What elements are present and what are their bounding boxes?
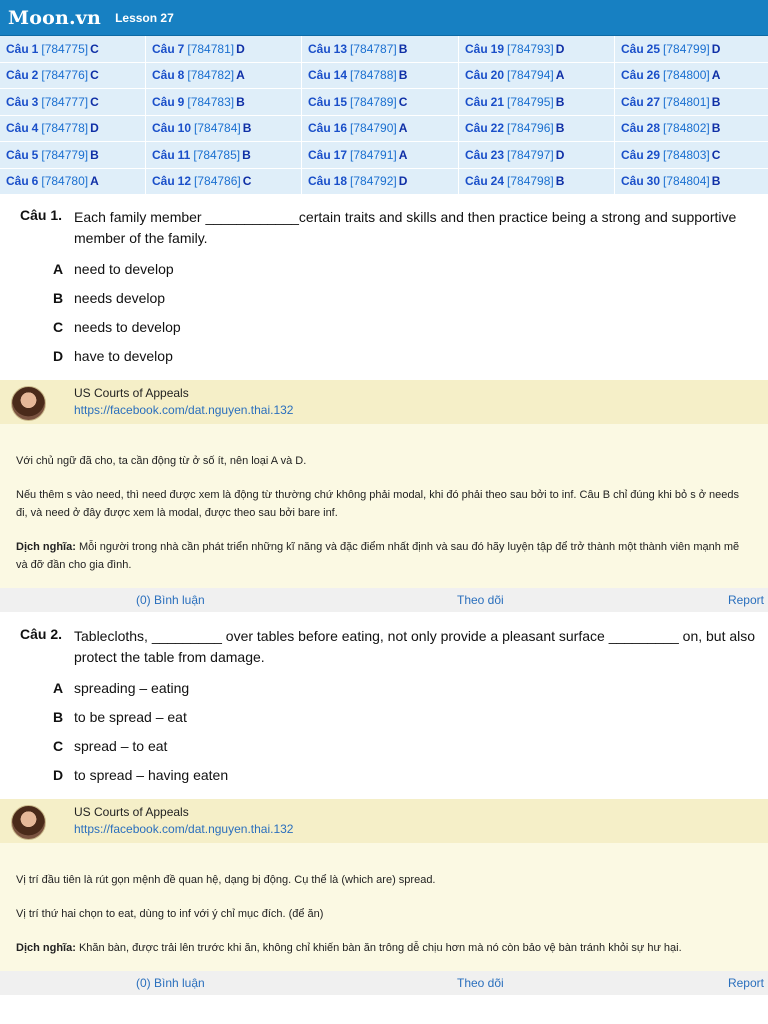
answer-cell-answer: B bbox=[711, 174, 721, 189]
answer-cell[interactable] bbox=[0, 89, 146, 116]
answer-cell-label: Câu bbox=[152, 68, 175, 83]
answer-cell-answer: C bbox=[242, 174, 252, 189]
comment-link[interactable]: (0) Bình luận bbox=[136, 976, 205, 990]
answer-cell-label: Câu bbox=[465, 94, 488, 109]
answer-cell-label: Câu bbox=[6, 94, 29, 109]
answer-cell-id: [784801] bbox=[663, 94, 710, 109]
answer-cell[interactable] bbox=[615, 63, 768, 90]
answer-cell-number: 4 bbox=[31, 121, 39, 136]
answer-cell-number: 23 bbox=[490, 147, 505, 162]
action-bar bbox=[0, 971, 768, 995]
answer-cell-id: [784791] bbox=[350, 147, 397, 162]
answer-cell[interactable] bbox=[302, 63, 459, 90]
answer-cell-answer: C bbox=[90, 41, 99, 56]
logo[interactable]: Moon.vn bbox=[8, 6, 102, 29]
answer-cell-answer: B bbox=[236, 94, 245, 109]
answer-cell-answer: B bbox=[398, 41, 408, 56]
answer-cell-answer: D bbox=[711, 41, 721, 56]
author-name: US Courts of Appeals bbox=[74, 805, 189, 819]
answer-cell[interactable] bbox=[302, 169, 459, 196]
answer-cell[interactable] bbox=[0, 169, 146, 196]
answer-cell-answer: C bbox=[711, 147, 721, 162]
answer-cell[interactable] bbox=[615, 169, 768, 196]
answer-cell-answer: B bbox=[711, 121, 721, 136]
avatar[interactable] bbox=[11, 805, 46, 840]
answer-cell-label: Câu bbox=[308, 68, 331, 83]
answer-cell-number: 26 bbox=[646, 68, 661, 83]
answer-cell-label: Câu bbox=[621, 94, 644, 109]
answer-cell[interactable] bbox=[615, 89, 768, 116]
answer-cell-label: Câu bbox=[465, 147, 488, 162]
answer-cell-id: [784779] bbox=[41, 147, 89, 162]
answer-cell-answer: A bbox=[236, 68, 245, 83]
answer-cell[interactable] bbox=[615, 142, 768, 169]
author-box bbox=[0, 380, 768, 424]
answer-cell[interactable] bbox=[146, 142, 302, 169]
avatar[interactable] bbox=[11, 386, 46, 421]
question-2 bbox=[0, 612, 768, 995]
question-label: Câu 1. bbox=[20, 207, 63, 223]
answer-cell-label: Câu bbox=[308, 121, 331, 136]
answer-cell-id: [784776] bbox=[41, 68, 89, 83]
answer-cell-id: [784796] bbox=[507, 121, 554, 136]
answer-cell-id: [784803] bbox=[663, 147, 710, 162]
answer-cell-id: [784802] bbox=[663, 121, 710, 136]
answer-cell-label: Câu bbox=[621, 121, 644, 136]
answer-cell-answer: A bbox=[398, 147, 408, 162]
question-text: Tablecloths, _________ over tables before eating, not only provide a pleasant surface _________ on, but also protect the table from damage. bbox=[74, 628, 756, 665]
answer-cell-number: 1 bbox=[31, 41, 39, 56]
answer-cell[interactable] bbox=[459, 63, 615, 90]
answer-cell[interactable] bbox=[615, 116, 768, 143]
answer-cell-number: 19 bbox=[490, 41, 505, 56]
answer-cell-number: 11 bbox=[177, 147, 191, 162]
answer-cell-label: Câu bbox=[465, 41, 488, 56]
answer-cell-answer: C bbox=[398, 94, 408, 109]
answer-cell-answer: D bbox=[90, 121, 99, 136]
answer-cell-number: 17 bbox=[333, 147, 348, 162]
answer-cell-id: [784792] bbox=[350, 174, 397, 189]
explanation-line: Vị trí đầu tiên là rút gọn mệnh đề quan hệ, dạng bị động. Cụ thể là (which are) spread. bbox=[16, 874, 436, 886]
answer-cell[interactable] bbox=[0, 63, 146, 90]
answer-cell-number: 2 bbox=[31, 68, 39, 83]
answer-cell-answer: C bbox=[90, 94, 99, 109]
option-a[interactable]: A need to develop bbox=[53, 260, 174, 277]
author-name: US Courts of Appeals bbox=[74, 386, 189, 400]
answer-cell-id: [784781] bbox=[187, 41, 235, 56]
answer-cell[interactable] bbox=[146, 89, 302, 116]
answer-cell-answer: B bbox=[555, 121, 565, 136]
answer-cell-answer: A bbox=[90, 174, 99, 189]
answer-cell[interactable] bbox=[459, 169, 615, 196]
answer-cell[interactable] bbox=[459, 36, 615, 63]
answer-cell-id: [784794] bbox=[507, 68, 554, 83]
answer-cell-number: 30 bbox=[646, 174, 661, 189]
answer-cell-label: Câu bbox=[6, 68, 29, 83]
answer-cell-id: [784787] bbox=[350, 41, 397, 56]
answer-cell-id: [784795] bbox=[507, 94, 554, 109]
answer-cell-id: [784790] bbox=[350, 121, 397, 136]
answer-cell-answer: B bbox=[242, 147, 251, 162]
answer-cell-id: [784785] bbox=[193, 147, 241, 162]
option-c[interactable]: C needs to develop bbox=[53, 318, 181, 335]
answer-cell-answer: B bbox=[555, 174, 565, 189]
answer-cell-number: 6 bbox=[31, 174, 39, 189]
answer-cell-number: 8 bbox=[177, 68, 185, 83]
option-c[interactable]: C spread – to eat bbox=[53, 737, 168, 754]
answer-cell[interactable] bbox=[302, 142, 459, 169]
answer-cell[interactable] bbox=[0, 142, 146, 169]
answer-cell-label: Câu bbox=[152, 121, 175, 136]
option-b[interactable]: B to be spread – eat bbox=[53, 708, 187, 725]
answer-cell-label: Câu bbox=[465, 121, 488, 136]
answer-cell-number: 24 bbox=[490, 174, 505, 189]
answer-grid bbox=[0, 36, 768, 195]
option-a[interactable]: A spreading – eating bbox=[53, 679, 190, 696]
answer-cell-answer: D bbox=[555, 41, 565, 56]
answer-cell-label: Câu bbox=[152, 41, 175, 56]
question-1 bbox=[0, 195, 768, 612]
answer-cell-number: 3 bbox=[31, 94, 39, 109]
comment-link[interactable]: (0) Bình luận bbox=[136, 593, 205, 607]
answer-cell-number: 9 bbox=[177, 94, 185, 109]
answer-cell-number: 18 bbox=[333, 174, 348, 189]
translation: Dịch nghĩa: Mỗi người trong nhà cần phát triển những kĩ năng và đặc điểm nhất định và sau đó hãy luyện tập để trở thành một thành viên mạnh mẽ và đỡ đần cho gia đình. bbox=[16, 541, 740, 571]
explanation-line: Nếu thêm s vào need, thì need được xem là động từ thường chứ không phải modal, khi đó phải theo sau bởi to inf. Câu B chỉ đúng khi bỏ s ở needs đi, và need ở đây được xem là modal, được theo sau bởi bare inf. bbox=[16, 489, 740, 519]
answer-cell-number: 15 bbox=[333, 94, 348, 109]
answer-cell-id: [784788] bbox=[350, 68, 397, 83]
answer-cell[interactable] bbox=[302, 89, 459, 116]
answer-cell-answer: B bbox=[555, 94, 565, 109]
answer-cell-id: [784784] bbox=[194, 121, 241, 136]
answer-cell-number: 27 bbox=[646, 94, 661, 109]
answer-cell-id: [784789] bbox=[350, 94, 397, 109]
answer-cell-number: 10 bbox=[177, 121, 192, 136]
answer-cell[interactable] bbox=[302, 116, 459, 143]
answer-cell-label: Câu bbox=[6, 41, 29, 56]
answer-cell-answer: D bbox=[555, 147, 565, 162]
explanation-line: Với chủ ngữ đã cho, ta cần động từ ở số ít, nên loại A và D. bbox=[16, 455, 307, 467]
answer-cell-label: Câu bbox=[308, 147, 331, 162]
explanation bbox=[0, 843, 768, 971]
answer-cell-label: Câu bbox=[6, 147, 29, 162]
author-link[interactable]: https://facebook.com/dat.nguyen.thai.132 bbox=[74, 403, 294, 417]
answer-cell-number: 14 bbox=[333, 68, 348, 83]
answer-cell-number: 29 bbox=[646, 147, 661, 162]
answer-cell-id: [784780] bbox=[41, 174, 89, 189]
answer-cell-id: [784797] bbox=[507, 147, 554, 162]
answer-cell-id: [784804] bbox=[663, 174, 710, 189]
answer-cell-answer: C bbox=[90, 68, 99, 83]
answer-cell-number: 21 bbox=[490, 94, 505, 109]
answer-cell-label: Câu bbox=[308, 41, 331, 56]
answer-cell-label: Câu bbox=[465, 68, 488, 83]
author-box bbox=[0, 799, 768, 843]
follow-link[interactable]: Theo dõi bbox=[457, 976, 504, 990]
answer-cell-answer: A bbox=[711, 68, 721, 83]
author-link[interactable]: https://facebook.com/dat.nguyen.thai.132 bbox=[74, 822, 294, 836]
answer-cell-answer: B bbox=[242, 121, 252, 136]
answer-cell-label: Câu bbox=[152, 94, 175, 109]
option-d[interactable]: D to spread – having eaten bbox=[53, 766, 229, 783]
question-label: Câu 2. bbox=[20, 626, 63, 642]
answer-cell-id: [784799] bbox=[663, 41, 710, 56]
answer-cell[interactable] bbox=[146, 36, 302, 63]
answer-cell-id: [784775] bbox=[41, 41, 89, 56]
answer-cell[interactable] bbox=[459, 89, 615, 116]
report-link[interactable]: Report bbox=[727, 976, 764, 990]
top-header bbox=[0, 0, 768, 36]
answer-cell-answer: A bbox=[398, 121, 408, 136]
answer-cell-answer: B bbox=[90, 147, 99, 162]
answer-cell-answer: A bbox=[555, 68, 565, 83]
answer-cell-answer: D bbox=[236, 41, 245, 56]
follow-link[interactable]: Theo dõi bbox=[457, 593, 504, 607]
answer-cell-label: Câu bbox=[465, 174, 488, 189]
answer-cell-label: Câu bbox=[308, 174, 331, 189]
answer-cell-label: Câu bbox=[6, 174, 29, 189]
report-link[interactable]: Report bbox=[727, 593, 764, 607]
answer-cell-id: [784793] bbox=[507, 41, 554, 56]
answer-cell[interactable] bbox=[146, 169, 302, 196]
answer-cell-id: [784782] bbox=[187, 68, 235, 83]
option-b[interactable]: B needs develop bbox=[53, 289, 166, 306]
explanation-line: Vị trí thứ hai chọn to eat, dùng to inf với ý chỉ mục đích. (để ăn) bbox=[16, 908, 324, 920]
answer-cell-answer: B bbox=[711, 94, 721, 109]
answer-cell-id: [784778] bbox=[41, 121, 89, 136]
answer-cell-number: 5 bbox=[31, 147, 39, 162]
answer-cell-label: Câu bbox=[621, 174, 644, 189]
answer-cell-label: Câu bbox=[152, 147, 175, 162]
answer-cell-label: Câu bbox=[621, 68, 644, 83]
answer-cell-answer: B bbox=[398, 68, 408, 83]
option-d[interactable]: D have to develop bbox=[53, 347, 173, 364]
answer-cell-answer: D bbox=[398, 174, 408, 189]
answer-cell-id: [784777] bbox=[41, 94, 89, 109]
answer-cell-id: [784800] bbox=[663, 68, 710, 83]
answer-cell-number: 22 bbox=[490, 121, 505, 136]
answer-cell-label: Câu bbox=[6, 121, 29, 136]
answer-cell-number: 12 bbox=[177, 174, 192, 189]
answer-cell-number: 13 bbox=[333, 41, 348, 56]
answer-cell-number: 7 bbox=[177, 41, 185, 56]
action-bar bbox=[0, 588, 768, 612]
answer-cell[interactable] bbox=[459, 142, 615, 169]
answer-cell-id: [784783] bbox=[187, 94, 235, 109]
question-text: Each family member ____________certain traits and skills and then practice being a strong and supportive member of the family. bbox=[74, 209, 737, 246]
answer-cell-label: Câu bbox=[308, 94, 331, 109]
answer-cell-id: [784786] bbox=[194, 174, 241, 189]
answer-cell[interactable] bbox=[302, 36, 459, 63]
answer-cell[interactable] bbox=[146, 63, 302, 90]
answer-cell-id: [784798] bbox=[507, 174, 554, 189]
translation: Dịch nghĩa: Khăn bàn, được trải lên trước khi ăn, không chỉ khiến bàn ăn trông dễ chịu hơn mà nó còn bảo vệ bàn tránh khỏi sự hư hại. bbox=[16, 942, 682, 954]
answer-cell[interactable] bbox=[0, 116, 146, 143]
answer-cell-label: Câu bbox=[152, 174, 175, 189]
lesson-title: Lesson 27 bbox=[115, 10, 174, 25]
answer-cell[interactable] bbox=[146, 116, 302, 143]
answer-cell[interactable] bbox=[459, 116, 615, 143]
answer-cell-number: 25 bbox=[646, 41, 661, 56]
answer-cell-number: 28 bbox=[646, 121, 661, 136]
answer-cell[interactable] bbox=[0, 36, 146, 63]
answer-cell-number: 16 bbox=[333, 121, 348, 136]
answer-cell-number: 20 bbox=[490, 68, 505, 83]
answer-cell-label: Câu bbox=[621, 147, 644, 162]
answer-cell[interactable] bbox=[615, 36, 768, 63]
answer-cell-label: Câu bbox=[621, 41, 644, 56]
explanation bbox=[0, 424, 768, 588]
